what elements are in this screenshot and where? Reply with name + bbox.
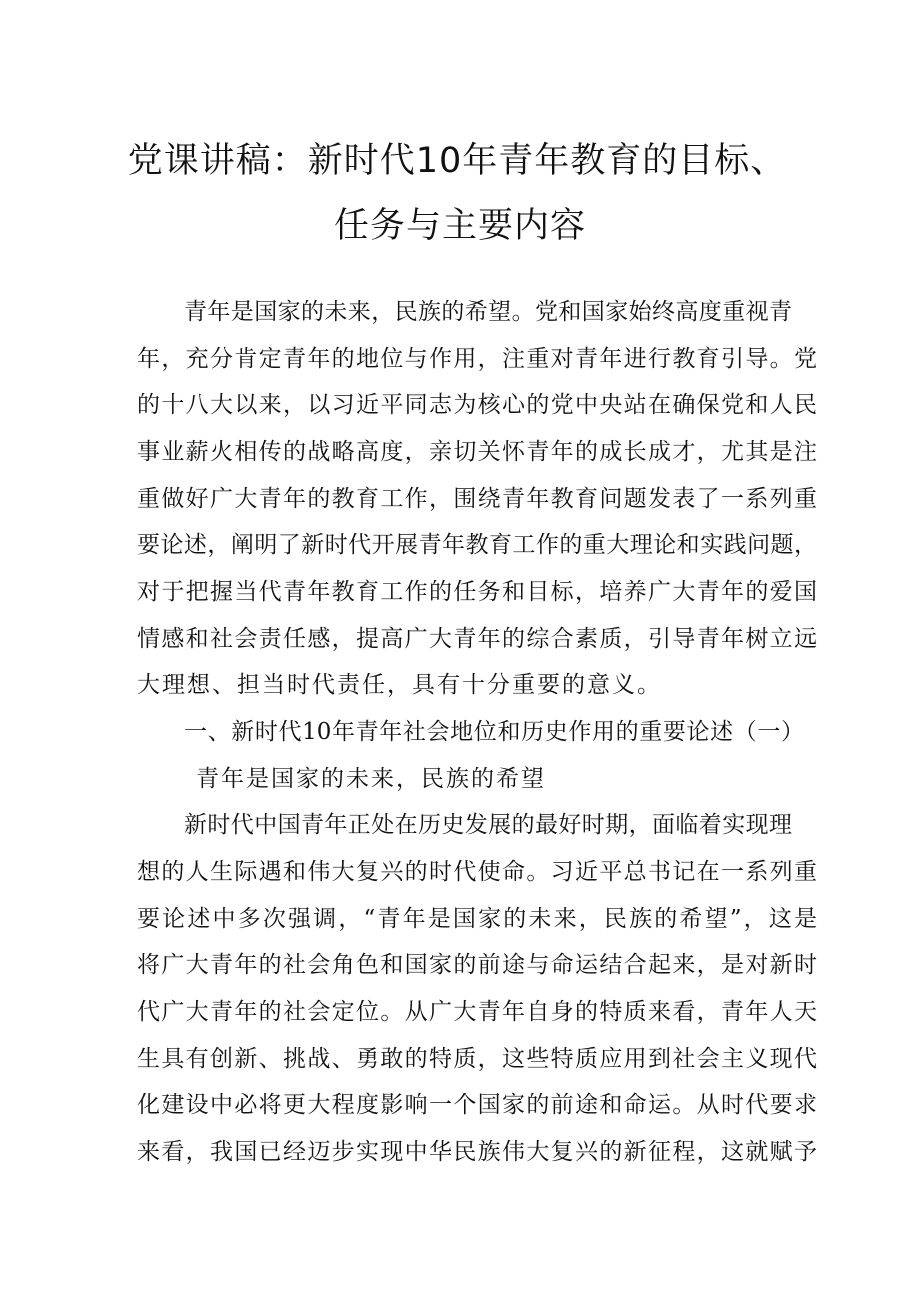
- paragraph-line: 代广大青年的社会定位。从广大青年自身的特质来看，青年人天: [137, 999, 817, 1025]
- paragraph-line: 青年是国家的未来，民族的希望。党和国家始终高度重视青: [184, 299, 792, 325]
- title-line-2: 任务与主要内容: [333, 206, 586, 246]
- paragraph-line: 来看，我国已经迈步实现中华民族伟大复兴的新征程，这就赋予: [137, 1139, 817, 1165]
- paragraph-line: 重做好广大青年的教育工作，围绕青年教育问题发表了一系列重: [137, 486, 817, 512]
- paragraph-line: 大理想、担当时代责任，具有十分重要的意义。: [137, 672, 662, 698]
- title-line-1: 党课讲稿：新时代10年青年教育的目标、: [127, 141, 787, 181]
- paragraph-line: 的十八大以来，以习近平同志为核心的党中央站在确保党和人民: [137, 392, 817, 418]
- paragraph-line: 想的人生际遇和伟大复兴的时代使命。习近平总书记在一系列重: [137, 859, 817, 885]
- paragraph-line: 生具有创新、挑战、勇敢的特质，这些特质应用到社会主义现代: [137, 1046, 817, 1072]
- paragraph-line: 年，充分肯定青年的地位与作用，注重对青年进行教育引导。党: [137, 346, 817, 372]
- paragraph-line: 化建设中必将更大程度影响一个国家的前途和命运。从时代要求: [137, 1092, 817, 1118]
- subsection-heading: 青年是国家的未来，民族的希望: [196, 766, 546, 792]
- paragraph-line: 要论述中多次强调，“青年是国家的未来，民族的希望”，这是: [137, 906, 817, 932]
- paragraph-line: 将广大青年的社会角色和国家的前途与命运结合起来，是对新时: [137, 952, 817, 978]
- paragraph-line: 事业薪火相传的战略高度，亲切关怀青年的成长成才，尤其是注: [137, 439, 817, 465]
- paragraph-line: 要论述，阐明了新时代开展青年教育工作的重大理论和实践问题，: [137, 532, 817, 558]
- paragraph-line: 对于把握当代青年教育工作的任务和目标，培养广大青年的爱国: [137, 579, 817, 605]
- section-heading: 一、新时代10年青年社会地位和历史作用的重要论述（一）: [184, 719, 804, 745]
- paragraph-line: 情感和社会责任感，提高广大青年的综合素质，引导青年树立远: [137, 626, 817, 652]
- paragraph-line: 新时代中国青年正处在历史发展的最好时期，面临着实现理: [184, 812, 792, 838]
